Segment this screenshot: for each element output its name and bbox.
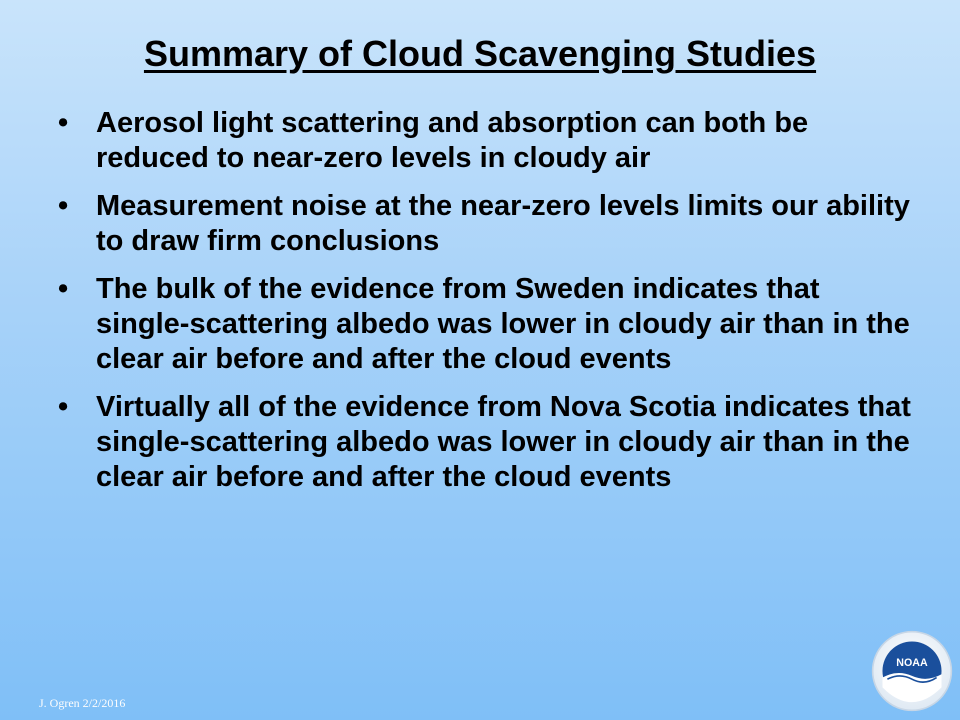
- bullet-glyph: •: [58, 190, 69, 222]
- noaa-logo-icon: [871, 630, 953, 712]
- bullet-glyph: •: [58, 273, 69, 305]
- bullet-glyph: •: [58, 391, 69, 423]
- bullet-text: Aerosol light scattering and absorption can both be reduced to near-zero levels in cloudy air: [96, 107, 809, 174]
- bullet-text: Virtually all of the evidence from Nova Scotia indicates that single-scattering albedo was lower in cloudy air than in the clear air before and after the cloud events: [96, 391, 911, 493]
- bullet-list: [58, 106, 918, 508]
- bullet-item: [58, 106, 918, 176]
- logo-text: NOAA: [896, 657, 928, 670]
- bullet-item: [58, 189, 918, 259]
- bullet-text: The bulk of the evidence from Sweden indicates that single-scattering albedo was lower in cloudy air than in the clear air before and after the cloud events: [96, 273, 910, 375]
- footer-author-date: J. Ogren 2/2/2016: [39, 696, 126, 710]
- slide-title: Summary of Cloud Scavenging Studies: [143, 33, 817, 74]
- bullet-item: [58, 272, 918, 377]
- bullet-text: Measurement noise at the near-zero levels limits our ability to draw firm conclusions: [96, 190, 910, 257]
- bullet-glyph: •: [58, 107, 69, 139]
- bullet-item: [58, 390, 918, 495]
